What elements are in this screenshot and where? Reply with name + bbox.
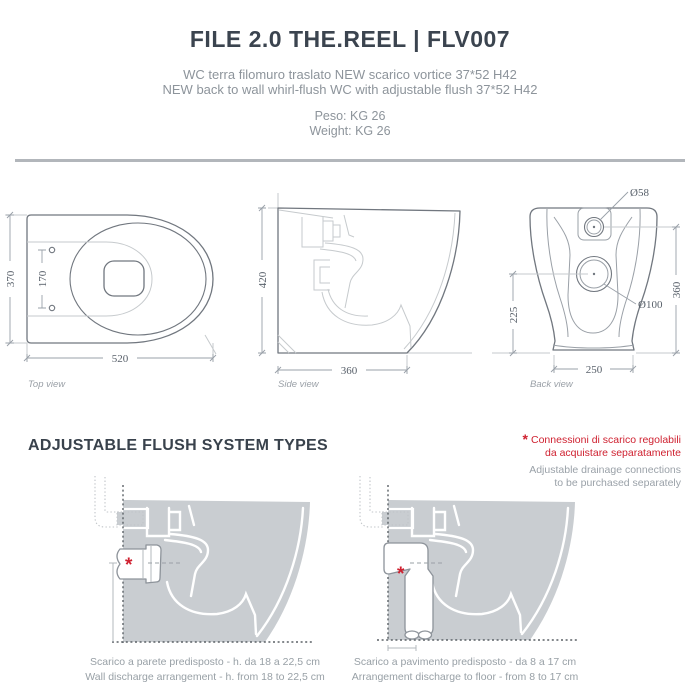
back-view-drawing [490,175,700,380]
flush-section-title: ADJUSTABLE FLUSH SYSTEM TYPES [28,437,328,454]
note-italian-line1: * Connessioni di scarico regolabili [522,431,681,447]
dim-360-back: 360 [671,281,683,299]
caption-english: Wall discharge arrangement - h. from 18 to 22,5 cm [85,671,325,683]
back-view-label: Back view [530,379,573,390]
side-view-drawing [240,185,475,385]
dim-420: 420 [257,271,269,289]
weight-english: Weight: KG 26 [309,124,391,138]
subtitle-english: NEW back to wall whirl-flush WC with adjustable flush 37*52 H42 [162,82,538,97]
top-view-drawing [0,195,235,380]
page-title: FILE 2.0 THE.REEL | FLV007 [189,26,511,52]
subtitle-italian: WC terra filomuro traslato NEW scarico vortice 37*52 H42 [183,67,517,82]
wall-inlet-pipe [117,512,143,525]
wall-discharge-caption [60,655,350,685]
dim-170: 170 [37,270,49,288]
connector-foot [419,631,432,639]
weight-italian: Peso: KG 26 [314,109,386,123]
floor-discharge-diagram [350,470,595,655]
required-asterisk-icon: * [125,555,133,576]
dim-520: 520 [111,353,129,365]
connector-foot [405,631,419,639]
caption-italian: Scarico a parete predisposto - h. da 18 a 22,5 cm [90,656,320,668]
dim-360-side: 360 [340,365,358,377]
dim-370: 370 [5,270,17,288]
top-view-label: Top view [28,379,66,390]
required-asterisk-icon: * [522,431,528,447]
dim-inlet-diameter: Ø58 [630,187,649,199]
caption-english: Arrangement discharge to floor - from 8 to 17 cm [351,671,579,683]
section-divider [15,159,685,162]
note-english-line1: Adjustable drainage connections [529,464,681,476]
wall-inlet-pipe [382,512,408,525]
header [0,26,700,139]
dim-outlet-diameter: Ø100 [638,299,663,311]
note-english-line2: to be purchased separately [554,477,681,489]
floor-discharge-caption [320,655,610,685]
side-view-label: Side view [278,379,319,390]
caption-italian: Scarico a pavimento predisposto - da 8 a 17 cm [353,656,577,668]
wall-outlet-connector [117,545,161,583]
required-asterisk-icon: * [397,564,405,585]
note-italian-line2: da acquistare separatamente [544,447,681,459]
dim-225: 225 [508,306,520,324]
dim-250: 250 [585,364,603,376]
wall-discharge-diagram [85,470,330,655]
